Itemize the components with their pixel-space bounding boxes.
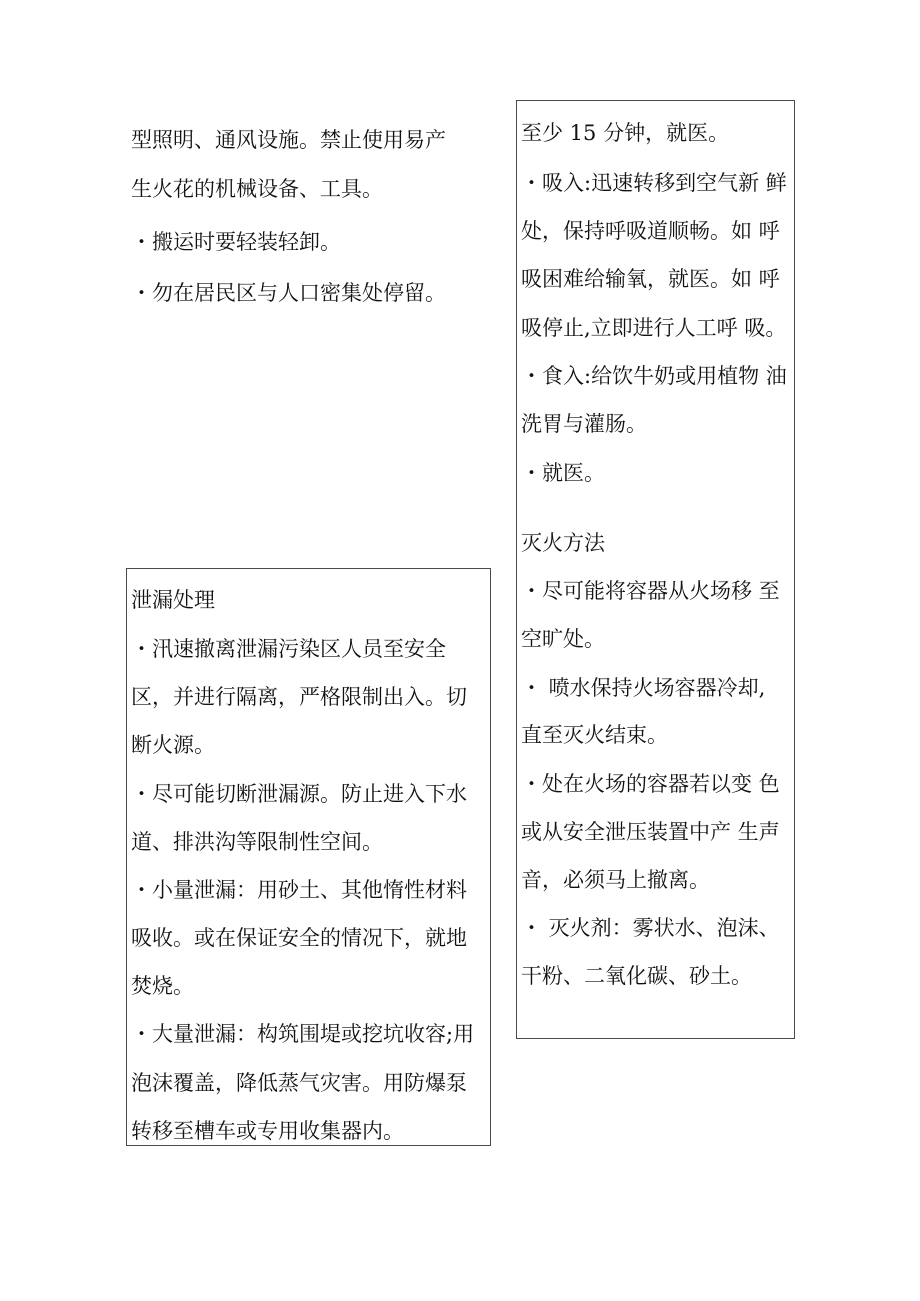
leak-handling-title: 泄漏处理 [131, 588, 215, 612]
text-line: ・尽可能切断泄漏源。防止进入下水 [131, 782, 467, 806]
text-line: 型照明、通风设施。禁止使用易产 [131, 128, 446, 152]
text-line: 吸停止,立即进行人工呼 吸。 [521, 316, 787, 340]
text-line: ・处在火场的容器若以变 色 [521, 772, 780, 796]
text-line: ・ 灭火剂：雾状水、泡沫、 [521, 916, 780, 940]
text-line: 转移至槽车或专用收集器内。 [131, 1119, 404, 1143]
text-line: 生火花的机械设备、工具。 [131, 177, 383, 201]
text-line: 焚烧。 [131, 974, 194, 998]
text-line: ・小量泄漏：用砂土、其他惰性材料 [131, 878, 467, 902]
text-line: ・就医。 [521, 461, 605, 485]
text-line: 吸困难给输氧，就医。如 呼 [521, 267, 780, 291]
text-line: ・尽可能将容器从火场移 至 [521, 579, 780, 603]
text-line: 直至灭火结束。 [521, 723, 668, 747]
text-line: 洗胃与灌肠。 [521, 412, 647, 436]
text-line: 区，并进行隔离，严格限制出入。切 [131, 685, 467, 709]
text-line: ・勿在居民区与人口密集处停留。 [131, 281, 446, 305]
text-line: ・ 喷水保持火场容器冷却, [521, 676, 766, 700]
text-line: 吸收。或在保证安全的情况下，就地 [131, 926, 467, 950]
text-line: 道、排洪沟等限制性空间。 [131, 830, 383, 854]
text-line: 断火源。 [131, 733, 215, 757]
text-line: 泡沫覆盖，降低蒸气灾害。用防爆泵 [131, 1071, 467, 1095]
fire-fighting-title: 灭火方法 [521, 531, 605, 555]
text-line: ・大量泄漏：构筑围堤或挖坑收容;用 [131, 1022, 475, 1046]
text-line: ・汛速撤离泄漏污染区人员至安全 [131, 637, 446, 661]
text-line: 空旷处。 [521, 627, 605, 651]
text-line: 处，保持呼吸道顺畅。如 呼 [521, 219, 780, 243]
text-line: ・搬运时要轻装轻卸。 [131, 230, 341, 254]
text-line: ・食入:给饮牛奶或用植物 油 [521, 364, 787, 388]
text-line: 干粉、二氧化碳、砂土。 [521, 964, 752, 988]
text-line: 至少 15 分钟，就医。 [521, 121, 730, 145]
text-line: ・吸入:迅速转移到空气新 鲜 [521, 171, 787, 195]
text-line: 或从安全泄压装置中产 生声 [521, 820, 780, 844]
text-line: 音，必须马上撤离。 [521, 868, 710, 892]
